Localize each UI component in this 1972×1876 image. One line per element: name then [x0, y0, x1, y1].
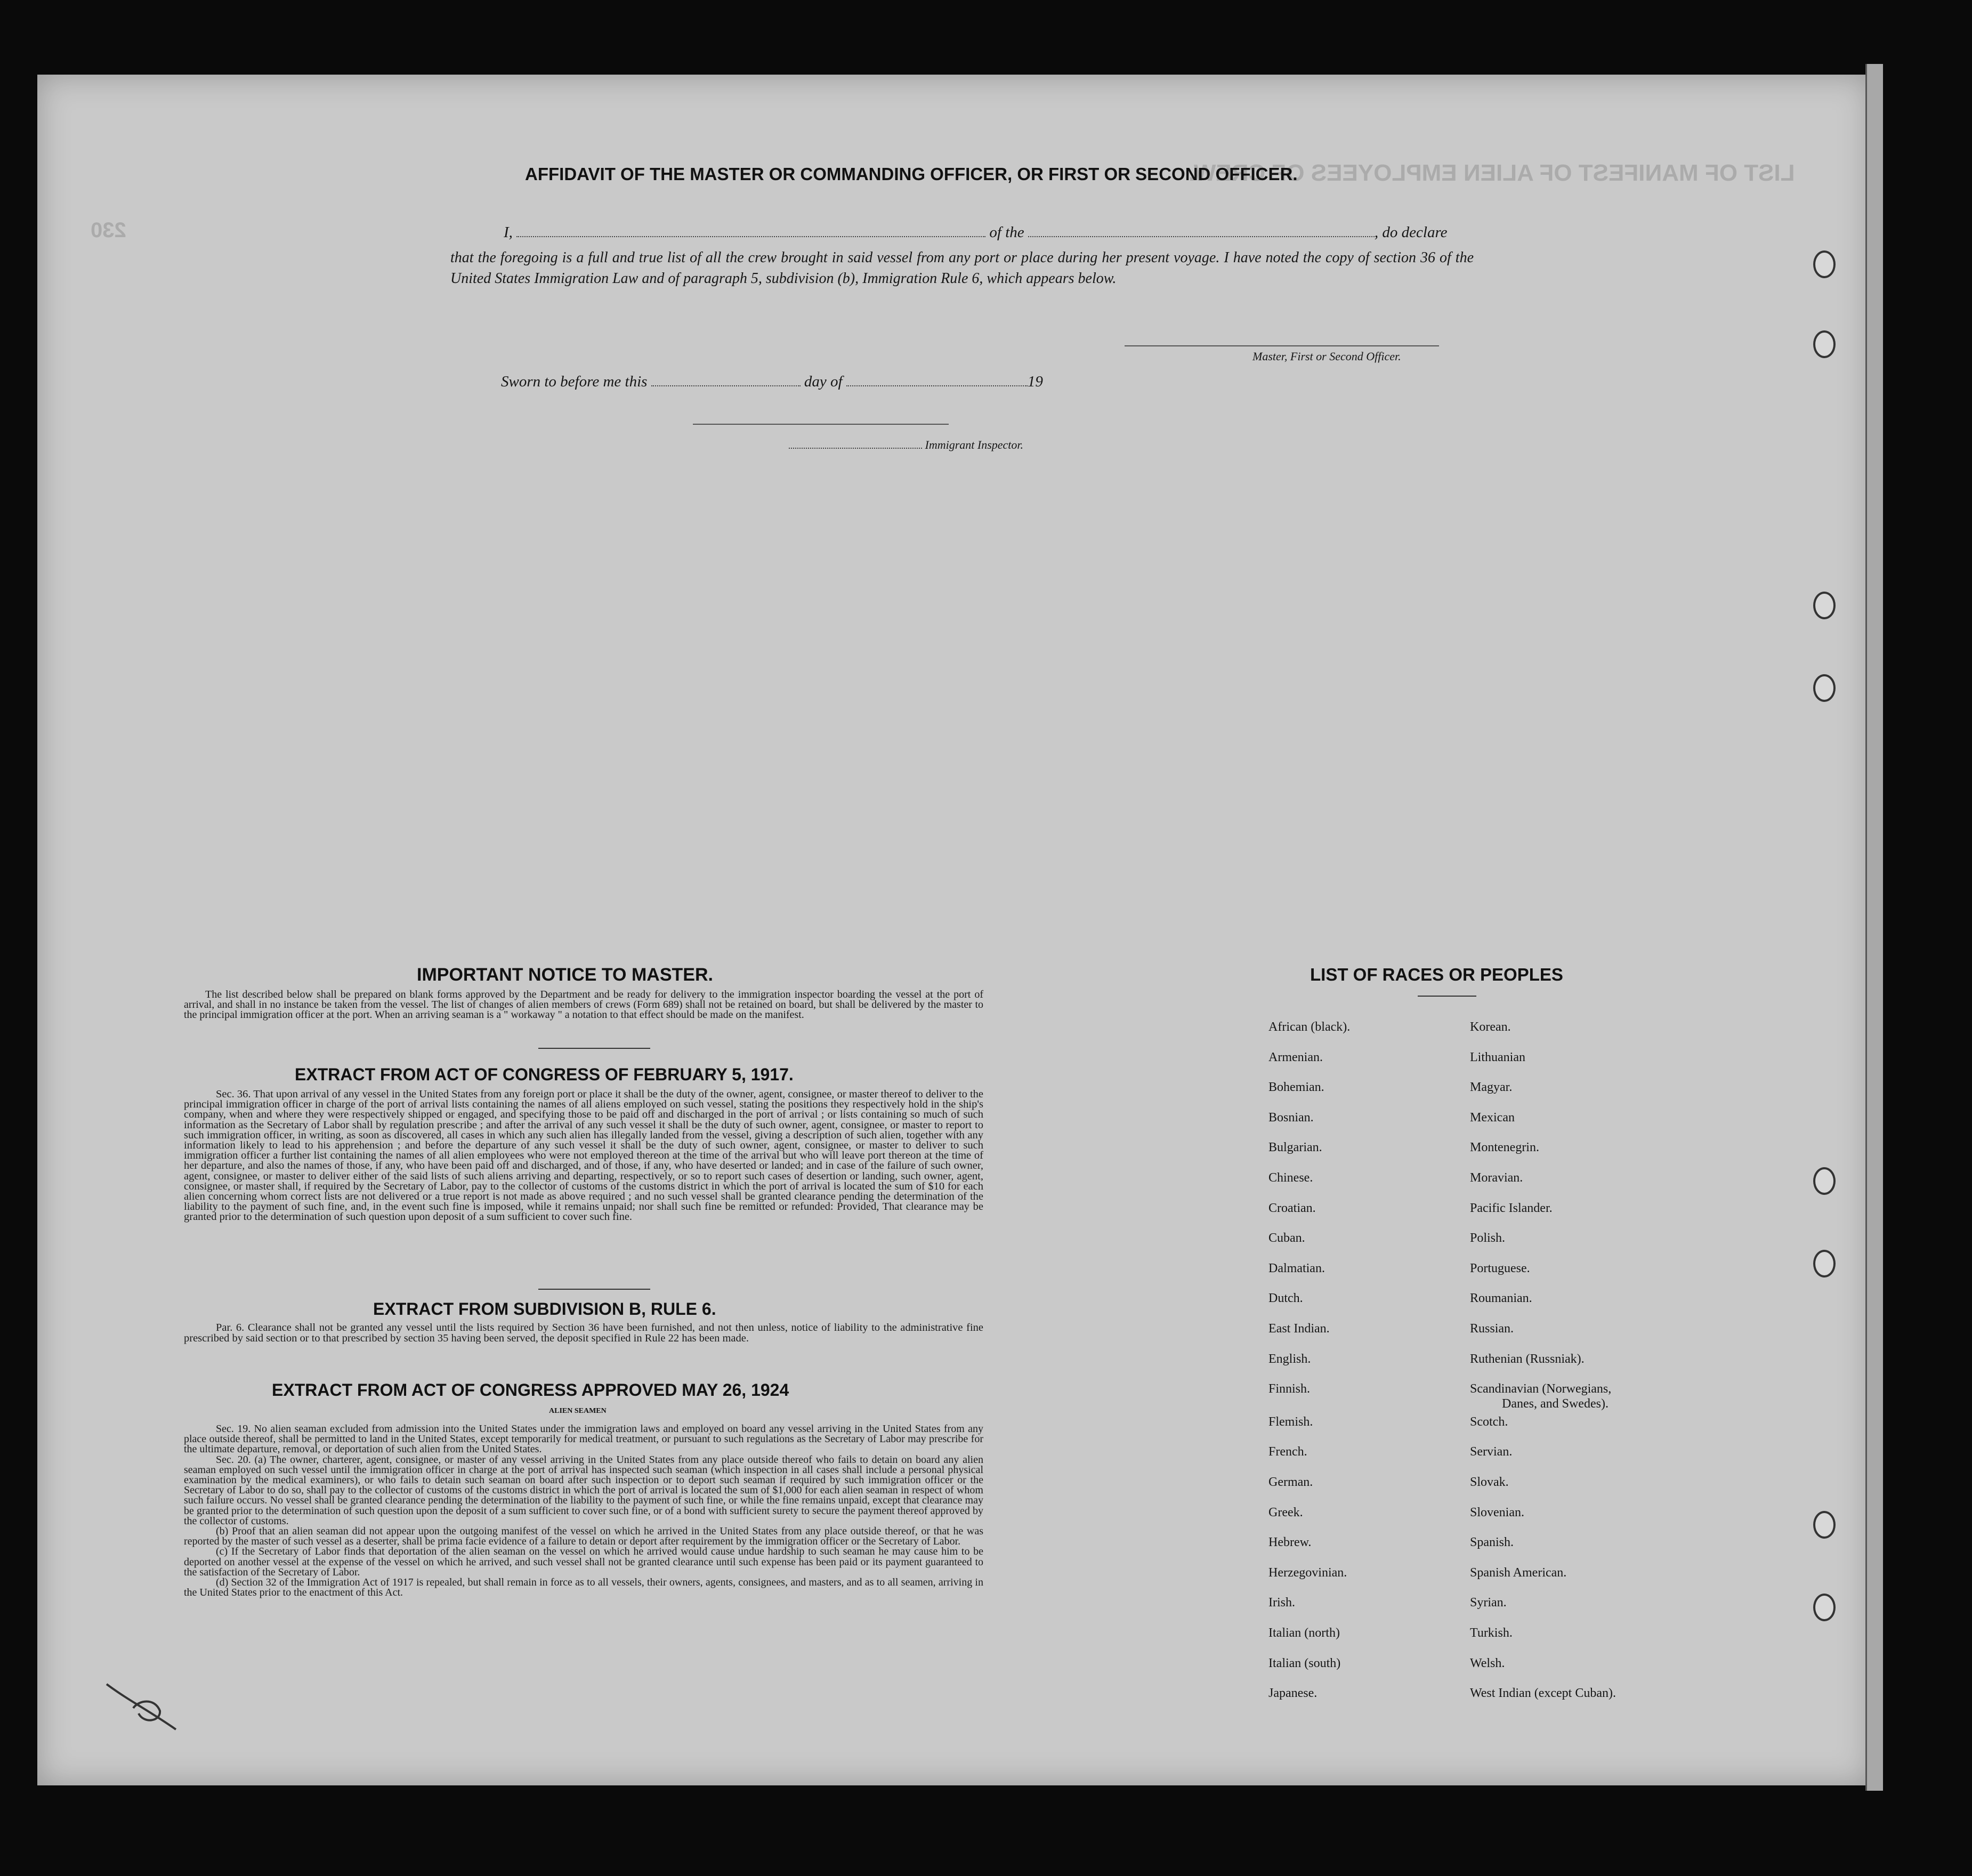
- punch-hole: [1813, 592, 1836, 619]
- extract-1924-paragraph: Sec. 20. (a) The owner, charterer, agent, consignee, or master of any vessel arriving in the United States from any place outside thereof who fails to detain on board any alien seaman employed on such vessel until the immigration officer in charge at the port of arrival has inspected such seaman (which inspection in all cases shall include a personal physical examination by the medical examiners), or who fails to detain such seaman on board after such inspection or to deport such seaman if required by such immigration officer or the Secretary of Labor to do so, shall pay to the collector of customs of the customs district in which the port of arrival is located the sum of $1,000 for each alien seaman in respect of whom such failure occurs. No vessel shall be granted clearance pending the determination of the liability to the payment of such fine, or while the fine remains unpaid, except that clearance may be granted prior to the determination of such question upon the deposit of a sum sufficient to cover such fine, or of a bond with sufficient surety to secure the payment thereof approved by the collector of customs.: [184, 1453, 983, 1527]
- punch-hole: [1813, 1594, 1836, 1621]
- race-item: Magyar.: [1470, 1080, 1513, 1095]
- declarant-name-field[interactable]: [516, 224, 985, 237]
- punch-hole: [1813, 1250, 1836, 1277]
- inspector-label-row: [789, 438, 1023, 452]
- sworn-month-field[interactable]: [846, 374, 1028, 386]
- master-signature-line[interactable]: [1125, 345, 1439, 346]
- sworn-prefix: Sworn to before me this: [501, 373, 648, 390]
- affidavit-title: AFFIDAVIT OF THE MASTER OR COMMANDING OFFICER, OR FIRST OR SECOND OFFICER.: [525, 164, 1298, 184]
- extract-1924-subtitle: ALIEN SEAMEN: [549, 1407, 607, 1415]
- race-item: Montenegrin.: [1470, 1141, 1539, 1155]
- extract-1924-paragraph: (b) Proof that an alien seaman did not appear upon the outgoing manifest of the vessel on which he arrived in the United States from any place outside thereof, or that he was reported by the master of such vessel as a deserter, shall be prima facie evidence of a failure to detain or deport after requirement by the immigration officer or the Secretary of Labor.: [184, 1525, 983, 1548]
- declarant-vessel-field[interactable]: [1028, 224, 1375, 237]
- race-item: English.: [1268, 1352, 1311, 1366]
- notice-text: The list described below shall be prepared on blank forms approved by the Department and be ready for delivery to the immigration inspector boarding the vessel at the port of arrival, and shall in no instance be taken from the vessel. The list of changes of alien members of crews (Form 689) shall not be retained on board, but shall be delivered by the master to the principal immigration officer at the port. When an arriving seaman is a " workaway " a notation to that effect should be made on the manifest.: [184, 989, 983, 1021]
- sworn-day-field[interactable]: [651, 374, 801, 386]
- race-item: West Indian (except Cuban).: [1470, 1686, 1616, 1701]
- bleed-through-number: 230: [91, 219, 126, 242]
- race-item: Chinese.: [1268, 1171, 1313, 1185]
- master-signature-label: Master, First or Second Officer.: [1252, 350, 1401, 363]
- race-item: Bulgarian.: [1268, 1141, 1322, 1155]
- race-item: Spanish American.: [1470, 1565, 1567, 1580]
- handwritten-mark: [101, 1679, 187, 1732]
- sworn-day-label: day of: [804, 373, 843, 390]
- page-edge: [1865, 64, 1883, 1791]
- race-item: Slovak.: [1470, 1475, 1509, 1489]
- declare-of-label: of the: [989, 224, 1024, 241]
- race-item: Portuguese.: [1470, 1261, 1530, 1275]
- race-item: Servian.: [1470, 1445, 1513, 1459]
- notice-title: IMPORTANT NOTICE TO MASTER.: [417, 965, 713, 985]
- race-item: Dalmatian.: [1268, 1261, 1325, 1275]
- race-item: Polish.: [1470, 1231, 1506, 1246]
- sworn-line: [501, 373, 1043, 391]
- inspector-signature-line[interactable]: [693, 424, 949, 425]
- punch-hole: [1813, 330, 1836, 358]
- race-item: Pacific Islander.: [1470, 1201, 1553, 1215]
- inspector-label: Immigrant Inspector.: [925, 438, 1024, 451]
- punch-hole: [1813, 674, 1836, 702]
- extract-rule6-text: Par. 6. Clearance shall not be granted any vessel until the lists required by Section 36 have been furnished, and not then unless, notice of liability to the administrative fine prescribed by said section or to that prescribed by section 35 having been served, the deposit specified in Rule 22 has been made.: [184, 1322, 983, 1344]
- race-item: Croatian.: [1268, 1201, 1316, 1215]
- race-item: Lithuanian: [1470, 1050, 1525, 1064]
- sworn-year-label: 19: [1027, 373, 1043, 390]
- race-item: Welsh.: [1470, 1656, 1505, 1670]
- race-item: Syrian.: [1470, 1596, 1507, 1610]
- race-item: African (black).: [1268, 1020, 1351, 1034]
- affidavit-declaration: I, of the , do declare: [504, 224, 1448, 241]
- declare-i-label: I,: [504, 224, 513, 241]
- race-item: Greek.: [1268, 1505, 1303, 1519]
- race-item: Scandinavian (Norwegians,: [1470, 1382, 1612, 1396]
- extract-1917-title: EXTRACT FROM ACT OF CONGRESS OF FEBRUARY 5, 1917.: [295, 1065, 794, 1084]
- extract-1924-paragraph: (d) Section 32 of the Immigration Act of 1917 is repealed, but shall remain in force as to all vessels, their owners, agents, consignees, and masters, and as to all seamen, arriving in the United States prior to the enactment of this Act.: [184, 1576, 983, 1599]
- race-item: Mexican: [1470, 1110, 1515, 1125]
- race-item: Turkish.: [1470, 1626, 1513, 1640]
- extract-rule6-title: EXTRACT FROM SUBDIVISION B, RULE 6.: [373, 1299, 716, 1319]
- race-item: French.: [1268, 1445, 1307, 1459]
- race-item: Bosnian.: [1268, 1110, 1314, 1125]
- race-item: Bohemian.: [1268, 1080, 1324, 1095]
- races-title: LIST OF RACES OR PEOPLES: [1310, 965, 1563, 984]
- affidavit-body: that the foregoing is a full and true list of all the crew brought in said vessel from any port or place during her present voyage. I have noted the copy of section 36 of the United States Immigration Law and of paragraph 5, subdivision (b), Immigration Rule 6, which appears below.: [450, 249, 1474, 287]
- race-item: Slovenian.: [1470, 1505, 1524, 1519]
- race-item: Spanish.: [1470, 1535, 1514, 1550]
- race-item: Moravian.: [1470, 1171, 1523, 1185]
- extract-1924-paragraph: (c) If the Secretary of Labor finds that deportation of the alien seaman on the vessel on which he arrived would cause undue hardship to such seaman he may cause him to be deported on another vessel at the expense of the vessel on which he arrived, and such vessel shall not be granted clearance until such expense has been paid or its payment guaranteed to the satisfaction of the Secretary of Labor.: [184, 1546, 983, 1578]
- race-item: Italian (south): [1268, 1656, 1341, 1670]
- race-item: Scotch.: [1470, 1414, 1508, 1429]
- race-item: Flemish.: [1268, 1414, 1313, 1429]
- extract-1924-paragraph: Sec. 19. No alien seaman excluded from admission into the United States under the immigration laws and employed on board any vessel arriving in the United States from any place outside thereof, shall be permitted to land in the United States, except temporarily for medical treatment, or pursuant to such regulations as the Secretary of Labor may prescribe for the ultimate departure, removal, or deportation of such alien from the United States.: [184, 1423, 983, 1455]
- bleed-through-heading: LIST OF MANIFEST OF ALIEN EMPLOYEES OF CREW.: [1189, 160, 1795, 186]
- extract-1924-title: EXTRACT FROM ACT OF CONGRESS APPROVED MAY 26, 1924: [272, 1380, 789, 1400]
- race-item: Hebrew.: [1268, 1535, 1312, 1550]
- race-item: Herzegovinian.: [1268, 1565, 1347, 1580]
- divider: [1418, 996, 1476, 997]
- divider: [538, 1048, 650, 1049]
- race-item: Roumanian.: [1470, 1291, 1532, 1306]
- race-item: Japanese.: [1268, 1686, 1318, 1701]
- race-item: Danes, and Swedes).: [1502, 1397, 1609, 1411]
- punch-hole: [1813, 1511, 1836, 1539]
- race-item: Armenian.: [1268, 1050, 1323, 1064]
- race-item: Cuban.: [1268, 1231, 1305, 1246]
- race-item: Finnish.: [1268, 1382, 1311, 1396]
- divider: [538, 1289, 650, 1290]
- punch-hole: [1813, 250, 1836, 278]
- declare-end-label: do declare: [1382, 224, 1448, 241]
- race-item: German.: [1268, 1475, 1313, 1489]
- race-item: Russian.: [1470, 1322, 1514, 1336]
- extract-1924-body: [184, 1424, 983, 1598]
- extract-1917-text: Sec. 36. That upon arrival of any vessel in the United States from any foreign port or place it shall be the duty of the owner, agent, consignee, or master thereof to deliver to the principal immigration officer in charge of the port of arrival lists containing the names of all aliens employed on such vessel, stating the positions they respectively hold in the ship's company, when and where they were respectively shipped or engaged, and specifying those to be paid off and discharged in the port of arrival ; or lists containing so much of such information as the Secretary of Labor shall by regulation prescribe ; and after the arrival of any such vessel it shall be the duty of such owner, agent, consignee, or master to report to such immigration officer, in writing, as soon as discovered, all cases in which any such alien has illegally landed from the vessel, giving a description of such alien, together with any information likely to lead to his apprehension ; and before the departure of any such vessel it shall be the duty of such owner, agent, consignee, or master to deliver to such immigration officer a further list containing the names of all alien employees who were not employed thereon at the time of the arrival but who will leave port thereon at the time of her departure, and also the names of those, if any, who have been paid off and discharged, and of those, if any, who have deserted or landed; and in case of the failure of such owner, agent, consignee, or master to deliver either of the said lists of such aliens arriving and departing, respectively, or so to report such cases of desertion or landing, such owner, agent, consignee, or master shall, if required by the Secretary of Labor, pay to the collector of customs of the customs district in which the port of arrival is located the sum of $10 for each alien concerning whom correct lists are not delivered or a true report is not made as above required ; and no such vessel shall be granted clearance pending the determination of the liability to the payment of such fine, and, in the event such fine is imposed, while it remains unpaid; nor shall such fine be remitted or refunded: Provided, That clearance may be granted prior to the determination of such question upon deposit of a sum sufficient to cover such fine.: [184, 1088, 983, 1223]
- race-item: Dutch.: [1268, 1291, 1303, 1306]
- race-item: Korean.: [1470, 1020, 1511, 1034]
- race-item: East Indian.: [1268, 1322, 1330, 1336]
- race-item: Irish.: [1268, 1596, 1295, 1610]
- race-item: Ruthenian (Russniak).: [1470, 1352, 1585, 1366]
- punch-hole: [1813, 1167, 1836, 1195]
- inspector-name-field[interactable]: [789, 440, 922, 449]
- race-item: Italian (north): [1268, 1626, 1340, 1640]
